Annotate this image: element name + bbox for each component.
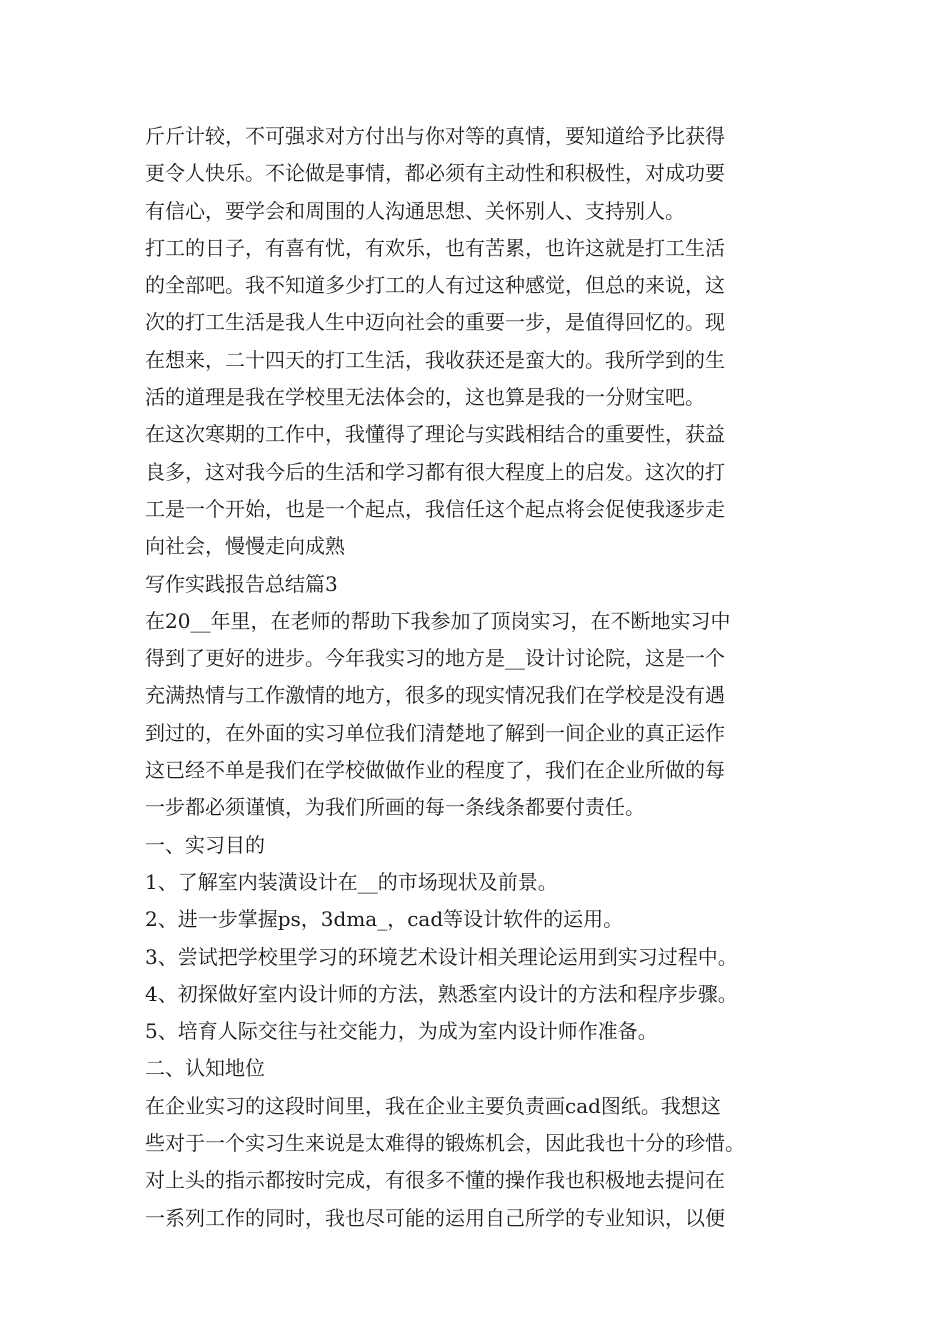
- text-line: 得到了更好的进步。今年我实习的地方是__设计讨论院，这是一个: [145, 646, 725, 671]
- text-line: 工是一个开始，也是一个起点，我信任这个起点将会促使我逐步走: [145, 496, 725, 521]
- text-line: 在企业实习的这段时间里，我在企业主要负责画cad图纸。我想这: [145, 1093, 721, 1118]
- text-line: 更令人快乐。不论做是事情，都必须有主动性和积极性，对成功要: [145, 161, 725, 186]
- text-line: 的全部吧。我不知道多少打工的人有过这种感觉，但总的来说，这: [145, 273, 725, 298]
- text-line: 一系列工作的同时，我也尽可能的运用自己所学的专业知识，以便: [145, 1205, 725, 1230]
- text-line: 次的打工生活是我人生中迈向社会的重要一步，是值得回忆的。现: [145, 310, 725, 335]
- text-line: 打工的日子，有喜有忧，有欢乐，也有苦累，也许这就是打工生活: [145, 235, 725, 260]
- text-line: 这已经不单是我们在学校做做作业的程度了，我们在企业所做的每: [145, 758, 725, 783]
- section-heading: 二、认知地位: [145, 1056, 265, 1081]
- text-line: 在想来，二十四天的打工生活，我收获还是蛮大的。我所学到的生: [145, 347, 725, 372]
- list-item: 4、初探做好室内设计师的方法，熟悉室内设计的方法和程序步骤。: [145, 981, 738, 1006]
- list-item: 3、尝试把学校里学习的环境艺术设计相关理论运用到实习过程中。: [145, 944, 738, 969]
- text-line: 充满热情与工作激情的地方，很多的现实情况我们在学校是没有遇: [145, 683, 725, 708]
- text-line: 良多，这对我今后的生活和学习都有很大程度上的启发。这次的打: [145, 459, 725, 484]
- text-line: 在20__年里，在老师的帮助下我参加了顶岗实习，在不断地实习中: [145, 608, 731, 633]
- section-heading: 一、实习目的: [145, 832, 265, 857]
- text-line: 一步都必须谨慎，为我们所画的每一条线条都要付责任。: [145, 795, 645, 820]
- text-line: 向社会，慢慢走向成熟: [145, 534, 345, 559]
- section-title: 写作实践报告总结篇3: [145, 571, 338, 596]
- text-line: 有信心，要学会和周围的人沟通思想、关怀别人、支持别人。: [145, 198, 685, 223]
- list-item: 5、培育人际交往与社交能力，为成为室内设计师作准备。: [145, 1019, 658, 1044]
- text-line: 活的道理是我在学校里无法体会的，这也算是我的一分财宝吧。: [145, 385, 705, 410]
- list-item: 1、了解室内装潢设计在__的市场现状及前景。: [145, 869, 558, 894]
- text-line: 些对于一个实习生来说是太难得的锻炼机会，因此我也十分的珍惜。: [145, 1131, 745, 1156]
- text-line: 在这次寒期的工作中，我懂得了理论与实践相结合的重要性，获益: [145, 422, 725, 447]
- text-line: 斤斤计较，不可强求对方付出与你对等的真情，要知道给予比获得: [145, 124, 725, 148]
- text-line: 到过的，在外面的实习单位我们清楚地了解到一间企业的真正运作: [145, 720, 725, 745]
- document-body: [145, 118, 815, 1237]
- text-line: 对上头的指示都按时完成，有很多不懂的操作我也积极地去提问在: [145, 1168, 725, 1193]
- list-item: 2、进一步掌握ps，3dma_，cad等设计软件的运用。: [145, 907, 624, 932]
